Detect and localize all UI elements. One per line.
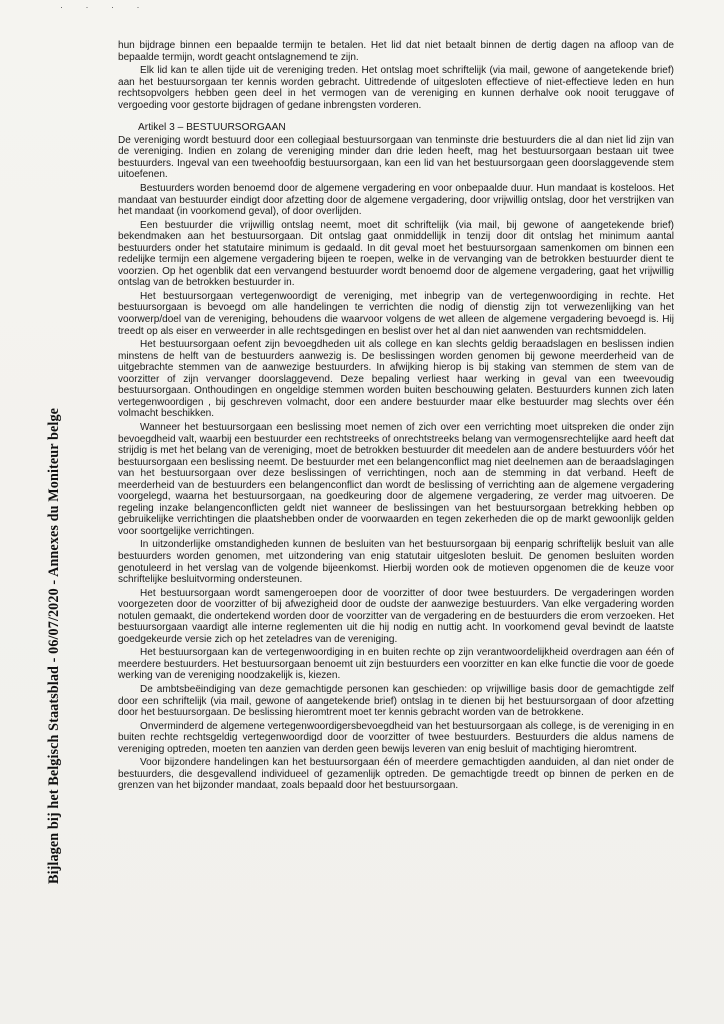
- paragraph-top-2: Elk lid kan te allen tijde uit de vereniging treden. Het ontslag moet schriftelijk (via mail, gewone of aangetekende brief) aan het bestuursorgaan ter kennis worden gebracht. Uittredende of uitgesloten effectieve of niet-effectieve leden en hun rechtsopvolgers hebben geen deel in het vermogen van de vereniging en kunnen derhalve ook nooit teruggave of vergoeding voor gestorte bijdragen of gedane inbrengsten vorderen.: [118, 65, 674, 111]
- paragraph-top-1: hun bijdrage binnen een bepaalde termijn te betalen. Het lid dat niet betaalt binnen de dertig dagen na afloop van de bepaalde termijn, wordt geacht ontslagnemend te zijn.: [118, 40, 674, 63]
- article-paragraph: De vereniging wordt bestuurd door een collegiaal bestuursorgaan van tenminste drie bestuurders die al dan niet lid zijn van de vereniging. Indien en zolang de vereniging minder dan drie leden heeft, mag het bestuursorgaan bestaan uit twee bestuurders. Ingeval van een tweehoofdig bestuursorgaan, kan een lid van het bestuursorgaan geen doorslaggevende stem uitoefenen.: [118, 134, 674, 181]
- article-paragraph: In uitzonderlijke omstandigheden kunnen de besluiten van het bestuursorgaan bij eenparig schriftelijk besluit van alle bestuurders worden genomen, met uitzondering van enig statutair uitgesloten besluit. De genomen besluiten worden genotuleerd in het verslag van de volgende bijeenkomst. Hierbij worden ook de motieven opgenomen die de keuze voor schriftelijke besluitvorming ondersteunen.: [118, 539, 674, 586]
- document-body: [118, 40, 674, 794]
- article-paragraph: Het bestuursorgaan wordt samengeroepen door de voorzitter of door twee bestuurders. De vergaderingen worden voorgezeten door de voorzitter of bij afwezigheid door de oudste der aanwezige bestuurders. Van elke vergadering worden notulen gemaakt, die ondertekend worden door de voorzitter van de vergadering en de bestuurders die erom verzoeken. Het bestuursorgaan vaardigt alle interne reglementen uit die hij nodig en nuttig acht. In voorkomend geval bevindt de laatste goedgekeurde versie zich op het zeteladres van de vereniging.: [118, 587, 674, 645]
- article-paragraph: De ambtsbeëindiging van deze gemachtigde personen kan geschieden: op vrijwillige basis door de gemachtigde zelf door een schriftelijk (via mail, gewone of aangetekende brief) ontslag in te dienen bij het bestuursorgaan of door afzetting door het bestuursorgaan. De beslissing hieromtrent moet ter kennis gebracht worden van de betrokkene.: [118, 683, 674, 719]
- scan-specks: · · · ·: [60, 2, 150, 12]
- article-paragraph: Het bestuursorgaan kan de vertegenwoordiging in en buiten rechte op zijn verantwoordelijkheid overdragen aan één of meerdere bestuurders. Het bestuursorgaan benoemt uit zijn bestuurders een voorzitter en kan elke functie die voor de goede werking van de vereniging noodzakelijk is, kiezen.: [118, 647, 674, 682]
- article-paragraph: Onverminderd de algemene vertegenwoordigersbevoegdheid van het bestuursorgaan als college, is de vereniging in en buiten rechte rechtsgeldig vertegenwoordigd door de voorzitter of twee bestuurders. Bestuurders die aldus namens de vereniging optreden, moeten ten aanzien van derden geen bewijs leveren van enig besluit of machtiging hieromtrent.: [118, 720, 674, 755]
- side-margin-label: Bijlagen bij het Belgisch Staatsblad - 06/07/2020 - Annexes du Moniteur belge: [46, 407, 62, 884]
- article-heading: Artikel 3 – BESTUURSORGAAN: [138, 122, 286, 134]
- article-paragraph: Voor bijzondere handelingen kan het bestuursorgaan één of meerdere gemachtigden aanduiden, al dan niet onder de bestuurders, die desgevallend individueel of gezamenlijk optreden. De gemachtigde treedt op binnen de perken en de grenzen van het bijzonder mandaat, zoals bepaald door het bestuursorgaan.: [118, 757, 674, 792]
- article-paragraph: Wanneer het bestuursorgaan een beslissing moet nemen of zich over een verrichting moet uitspreken die onder zijn bevoegdheid valt, waarbij een bestuurder een rechtstreeks of onrechtstreeks belang van vermogensrechtelijke aard heeft dat strijdig is met het belang van de vereniging, moet de betrokken bestuurder dit meedelen aan de andere bestuurders vóór het bestuursorgaan een beslissing neemt. De bestuurder met een belangenconflict mag niet deelnemen aan de beraadslagingen van het bestuursorgaan over deze beslissingen of verrichtingen, noch aan de stemming in dat verband. Heeft de meerderheid van de bestuurders een belangenconflict dan wordt de beslissing of verrichting aan de algemene vergadering voorgelegd, waarna het bestuursorgaan, na goedkeuring door de algemene vergadering, ze verder mag uitvoeren. De regeling inzake belangenconflicten geldt niet wanneer de beslissingen van het bestuursorgaan betrekking hebben op gebruikelijke verrichtingen die plaatshebben onder de voorwaarden en tegen zekerheden die op de markt gewoonlijk gelden voor soortgelijke verrichtingen.: [118, 421, 674, 537]
- article-paragraph: Het bestuursorgaan oefent zijn bevoegdheden uit als college en kan slechts geldig beraadslagen en beslissen indien minstens de helft van de bestuurders aanwezig is. De beslissingen worden genomen bij gewone meerderheid van de uitgebrachte stemmen van de aanwezige bestuurders. In afwijking hierop is bij staking van stemmen de stem van de voorzitter of zijn vervanger doorslaggevend. Deze bepaling verliest haar werking in geval van een tweevoudig bestuursorgaan. Onthoudingen en ongeldige stemmen worden buiten beschouwing gelaten. Bestuurders kunnen zich laten vertegenwoordigen , bij geschreven volmacht, door een andere bestuurder maar elke bestuurder mag slechts over één volmacht beschikken.: [118, 339, 674, 420]
- article-paragraph: Een bestuurder die vrijwillig ontslag neemt, moet dit schriftelijk (via mail, bij gewone of aangetekende brief) bekendmaken aan het bestuursorgaan. Dit ontslag gaat onmiddellijk in tenzij door dit ontslag het minimum aantal bestuurders onder het statutaire minimum is gedaald. In dit geval moet het bestuursorgaan samenkomen om binnen een redelijke termijn een algemene vergadering bijeen te roepen, welke in de vervanging van de betrokken bestuurder dient te voorzien. Op het ogenblik dat een vervangend bestuurder wordt benoemd door de algemene vergadering, gaat het vrijwillig ontslag van de betrokken bestuurder in.: [118, 219, 674, 289]
- article-paragraph: Bestuurders worden benoemd door de algemene vergadering en voor onbepaalde duur. Hun mandaat is kosteloos. Het mandaat van bestuurder eindigt door afzetting door de algemene vergadering, door vrijwillig ontslag, door het verstrijken van het mandaat (in voorkomend geval), of door overlijden.: [118, 183, 674, 218]
- article-paragraph: Het bestuursorgaan vertegenwoordigt de vereniging, met inbegrip van de vertegenwoordiging in rechte. Het bestuursorgaan is bevoegd om alle handelingen te verrichten die nodig of dienstig zijn tot verwezenlijking van het voorwerp/doel van de vereniging, behoudens die waarvoor volgens de wet alleen de algemene vergadering bevoegd is. Hij treedt op als eiser en verweerder in alle rechtsgedingen en beslist over het al dan niet aanwenden van rechtsmiddelen.: [118, 290, 674, 337]
